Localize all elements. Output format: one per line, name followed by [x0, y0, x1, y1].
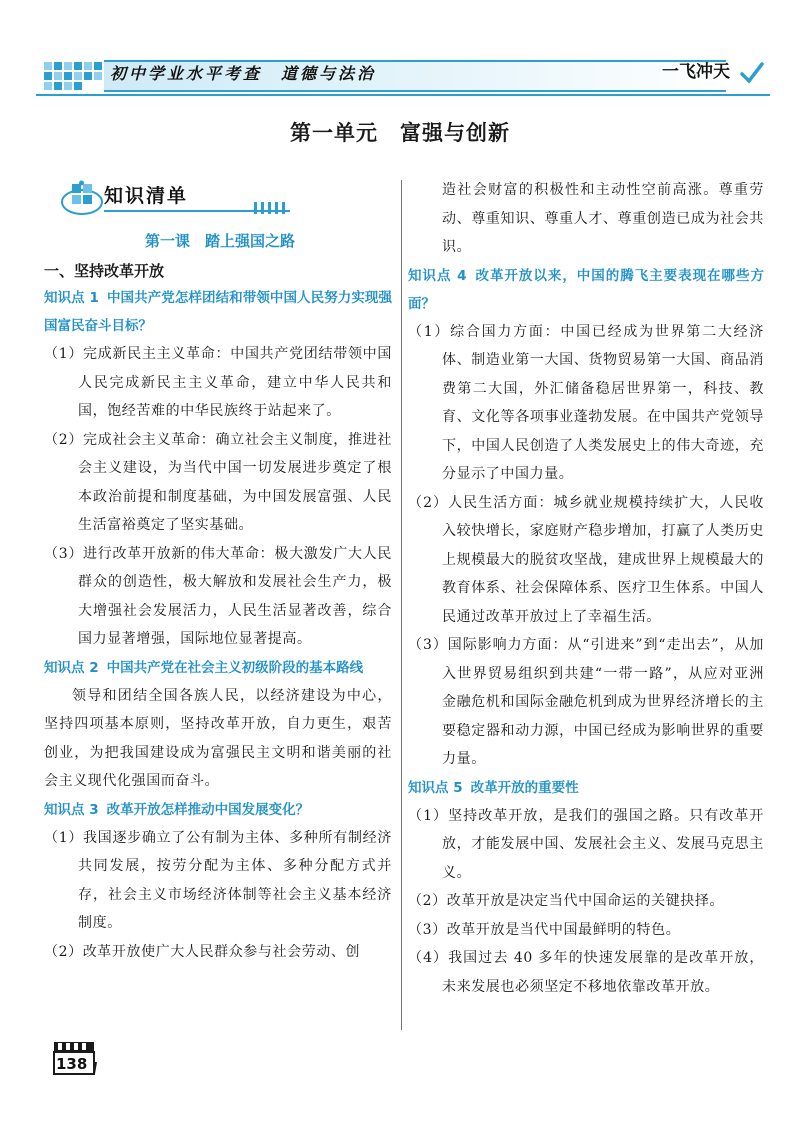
list-item: （1）坚持改革开放，是我们的强国之路。只有改革开放，才能发展中国、发展社会主义、发展马克思主义。 — [408, 807, 764, 881]
knowledge-point-text: 中国共产党怎样团结和带领中国人民努力实现强国富民奋斗目标？ — [44, 290, 393, 334]
knowledge-point-1-heading — [44, 284, 392, 340]
knowledge-point-label: 知识点 3 — [44, 801, 99, 818]
knowledge-point-text: 改革开放以来，中国的腾飞主要表现在哪些方面？ — [408, 267, 765, 312]
page-number: 138 — [56, 1055, 88, 1073]
brand-checkmark-icon — [740, 60, 764, 86]
header-brand: 一飞冲天 — [662, 62, 730, 82]
tick-marks-decoration — [250, 202, 290, 216]
knowledge-point-label: 知识点 2 — [44, 659, 99, 676]
header-text: 初中学业水平考查 道德与法治 — [110, 64, 377, 83]
list-item: （2）人民生活方面：城乡就业规模持续扩大，人民收入较快增长，家庭财产稳步增加，打赢了人类历史上规模最大的脱贫攻坚战，建成世界上规模最大的教育体系、社会保障体系、医疗卫生体系。中国人民通过改革开放过上了幸福生活。 — [408, 494, 764, 625]
knowledge-point-label: 知识点 4 — [408, 267, 467, 284]
paragraph: 领导和团结全国各族人民，以经济建设为中心，坚持四项基本原则，坚持改革开放，自力更生，艰苦创业，为把我国建设成为富强民主文明和谐美丽的社会主义现代化强国而奋斗。 — [44, 687, 392, 789]
knowledge-point-text: 改革开放怎样推动中国发展变化？ — [106, 801, 310, 818]
knowledge-list-heading — [60, 172, 384, 222]
knowledge-point-label: 知识点 5 — [408, 779, 463, 796]
knowledge-point-label: 知识点 1 — [44, 290, 99, 306]
left-column — [44, 172, 393, 966]
unit-title: 第一单元 富强与创新 — [290, 121, 510, 145]
knowledge-point-text: 改革开放的重要性 — [470, 779, 579, 796]
knowledge-point-3-heading — [44, 796, 392, 824]
list-item: （4）我国过去 40 多年的快速发展靠的是改革开放，未来发展也必须坚定不移地依靠改革开放。 — [408, 950, 764, 995]
list-item: （1）完成新民主主义革命：中国共产党团结带领中国人民完成新民主主义革命，建立中华人民共和国，饱经苦难的中华民族终于站起来了。 — [44, 346, 392, 419]
section-title: 一、坚持改革开放 — [44, 262, 165, 280]
header-rule — [36, 94, 770, 96]
knowledge-point-text: 中国共产党在社会主义初级阶段的基本路线 — [106, 659, 364, 676]
list-item: （1）我国逐步确立了公有制为主体、多种所有制经济共同发展，按劳分配为主体、多种分配方式并存，社会主义市场经济体制等社会主义基本经济制度。 — [44, 829, 392, 931]
knowledge-point-5-heading — [408, 774, 764, 802]
list-item: （3）国际影响力方面：从“引进来”到“走出去”，从加入世界贸易组织到共建“一带一路”，从应对亚洲金融危机和国际金融危机到成为世界经济增长的主要稳定器和动力源，中国已经成为影响世界的重要力量。 — [408, 637, 764, 767]
list-item: （3）改革开放是当代中国最鲜明的特色。 — [408, 921, 681, 938]
list-item: （3）进行改革开放新的伟大革命：极大激发广大人民群众的创造性，极大解放和发展社会生产力，极大增强社会发展活力，人民生活显著改善，综合国力显著增强，国际地位显著提高。 — [44, 545, 392, 647]
knowledge-list-title: 知识清单 — [104, 185, 189, 207]
list-item: （2）完成社会主义革命：确立社会主义制度，推进社会主义建设，为当代中国一切发展进步奠定了根本政治前提和制度基础，为中国发展富强、人民生活富裕奠定了坚实基础。 — [44, 431, 392, 533]
right-column — [408, 176, 765, 1001]
list-item: （1）综合国力方面：中国已经成为世界第二大经济体、制造业第一大国、货物贸易第一大国、商品消费第二大国，外汇储备稳居世界第一，科技、教育、文化等各项事业蓬勃发展。在中国共产党领导下，中国人民创造了人类发展史上的伟大奇迹，充分显示了中国力量。 — [408, 323, 764, 482]
list-item: （2）改革开放是决定当代中国命运的关键抉择。 — [408, 893, 725, 909]
puzzle-badge-icon — [60, 178, 104, 218]
list-item: （2）改革开放使广大人民群众参与社会劳动、创 — [44, 943, 361, 960]
knowledge-point-4-heading — [408, 262, 764, 318]
knowledge-point-2-heading — [44, 654, 392, 682]
header-checker-pattern — [44, 56, 104, 94]
lesson-title: 第一课 踏上强国之路 — [144, 232, 295, 250]
continued-text: 造社会财富的积极性和主动性空前高涨。尊重劳动、尊重知识、尊重人才、尊重创造已成为社会共识。 — [442, 182, 764, 255]
column-divider — [401, 180, 402, 1030]
